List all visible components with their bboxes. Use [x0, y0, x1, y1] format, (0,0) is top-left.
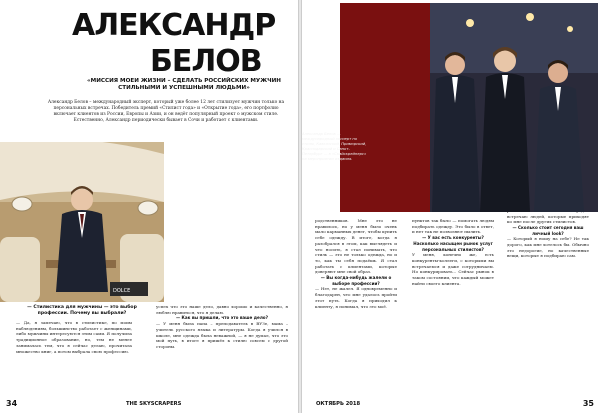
right-column-3-text-b: — Который я ношу на себе? Не так дорого, как мне хотелось бы. Обычно это недорогие, но качественные вещи, которые я подбираю сам.: [507, 236, 589, 259]
left-column-2-text: успех что это наше дело, давно хорошо и качественно, я люблю нравиться, что я делаю.: [156, 304, 288, 315]
issue-date: ОКТЯБРЬ 2018: [316, 401, 361, 407]
left-column-2-question: — Как вы пришли, что это ваше дело?: [176, 315, 268, 321]
page-number-left: 34: [6, 399, 18, 408]
title-first-name: АЛЕКСАНДР: [72, 8, 276, 43]
right-column-2: [412, 218, 494, 286]
right-column-3-text: встречаю людей, которые приходят ко мне после других стилистов.: [507, 213, 589, 225]
article-subheading: «МИССИЯ МОЕИ ЖИЗНИ – СДЕЛАТЬ РОССИЙСКИХ МУЖЧИН СТИЛЬНЫМИ И УСПЕШНЫМИ ЛЮДЬМИ»: [87, 78, 281, 91]
event-photo-caption: Александр Белов — международный эксперт по стилю, Кавказский, Приморский, Краснодарский и Санкт-Петербург — в «Скайскрейперс» на мероприятии издания.: [302, 132, 367, 161]
left-column-2: [156, 304, 288, 350]
right-column-2-text-b: У меня, конечно же, есть конкуренты-коллеги, с которыми вы встречаемся и даже сотрудничаем. Но конкурировать... Сейчас рынок в таком состоянии, что каждый может найти своего клиента.: [412, 252, 494, 286]
svg-text:DOLCE: DOLCE: [113, 288, 131, 294]
left-column-2-text-b: — У меня была папа – преподаватель в ВУЗе, мама – учитель русского языка и литературы. Когда я учился в школе, мне одежда была неважной, — я не думал, что это мой путь, в итоге я пришёл к стилю совсем с другой стороны.: [156, 321, 288, 349]
left-column-1-text: — Да, я замечаю, что в стилистике, по моим наблюдениям, большинство работает с женщинами, либо мужчины интересуются этим сами. Я получила традиционное образование, но, тем не менее занималась тем, что я сейчас делаю, прочитала множество книг, а потом выбрала свою профессию.: [16, 320, 132, 354]
right-column-1-text: родственников. Мне это не нравилось, но у меня было очень мало карманных денег, чтобы купить себе одежду. В итоге, когда я разобрался в этом, как выглядеть и что носить, я стал понимать, что стиль — это не только одежда, но и то, как ты себя подаёшь. Я стал работать с клиентами, которые доверяют мне свой образ.: [315, 218, 397, 275]
event-illustration: [340, 3, 598, 212]
article-intro: Александр Белов – международный эксперт, который уже более 12 лет стилизует мужчин только на персональных встречах. Победитель премий «Стилист года» и «Открытие года», его портфолио включает клиентов из России, Европы и Азии, и он ведёт популярный проект о мужском стиле. Естественно, Александр периодически бывает в Сочи и работает с клиентами.: [47, 100, 285, 123]
right-column-1-question: — Вы когда-нибудь жалели о выборе профессии?: [320, 275, 392, 286]
page-number-right: 35: [582, 399, 594, 408]
left-page: [0, 0, 298, 413]
right-column-1: [315, 218, 397, 309]
left-lead-question: — Стилистика для мужчины — это выбор профессии. Почему вы выбрали?: [27, 305, 137, 316]
right-column-2-text: пунктов так было — помогать людям подбирать одежду. Это было в ответ, и нет так не позволяют пылить.: [412, 218, 494, 235]
title-last-name: БЕЛОВ: [150, 44, 262, 79]
jet-interior-photo: [0, 142, 164, 302]
right-column-2-question: — У вас есть конкуренты? Насколько насыщен рынок услуг персональных стилистов?: [413, 235, 493, 252]
jet-interior-illustration: [0, 142, 164, 302]
magazine-name: THE SKYSCRAPERS: [126, 401, 182, 407]
right-column-1-text-b: — Нет, не жалел. Я одновременно и благодарен, что мне удалось пройти этот путь. Когда я приходил к клиенту, я понимал, что это моё.: [315, 286, 397, 309]
event-photo: [340, 3, 598, 212]
right-column-3-question: — Сколько стоит сегодня ваш личный look?: [512, 224, 584, 236]
